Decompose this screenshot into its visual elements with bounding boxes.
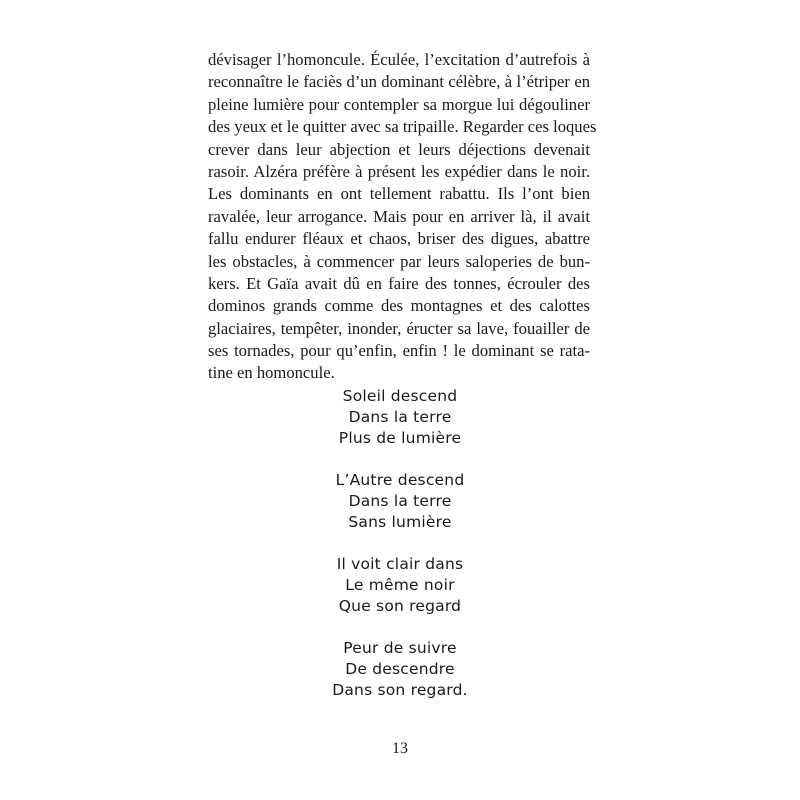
poem-line: Dans la terre	[348, 492, 452, 511]
prose-line: tine en homoncule.	[208, 363, 335, 383]
poem-line: Plus de lumière	[338, 429, 462, 448]
prose-line: dévisager l’homoncule. Éculée, l’excitation d’autrefois à	[208, 50, 590, 69]
prose-line: rasoir. Alzéra préfère à présent les expédier dans le noir.	[208, 161, 590, 181]
prose-line: ravalée, leur arrogance. Mais pour en arriver là, il avait	[208, 206, 590, 226]
page-number: 13	[392, 740, 408, 757]
poem-line: Il voit clair dans	[336, 554, 464, 573]
prose-line: ses tornades, pour qu’enfin, enfin ! le dominant se rata-	[208, 341, 590, 361]
prose-line: kers. Et Gaïa avait dû en faire des tonnes, écrouler des	[208, 273, 590, 293]
prose-line: pleine lumière pour contempler sa morgue lui dégouliner	[208, 94, 590, 114]
poem-line: Que son regard	[338, 597, 462, 616]
poem-stanza	[300, 638, 500, 702]
poem-stanza	[300, 470, 500, 534]
prose-line: fallu endurer fléaux et chaos, briser des digues, abattre	[208, 229, 590, 249]
prose-line: Les dominants en ont tellement rabattu. Ils l’ont bien	[208, 184, 590, 204]
poem-stanza	[300, 386, 500, 450]
poem-line: Soleil descend	[342, 387, 458, 405]
poem-line: Dans son regard.	[332, 681, 468, 700]
prose-line: crever dans leur abjection et leurs déjections devenait	[208, 139, 590, 159]
prose-line: glaciaires, tempêter, inonder, éructer sa lave, fouailler de	[208, 318, 590, 338]
poem	[300, 386, 500, 722]
poem-line: L’Autre descend	[335, 470, 465, 489]
prose-line: les obstacles, à commencer par leurs saloperies de bun-	[208, 251, 590, 271]
prose-line: des yeux et le quitter avec sa tripaille. Regarder ces loques	[208, 117, 597, 137]
prose-line: reconnaître le faciès d’un dominant célèbre, à l’étriper en	[208, 72, 590, 92]
poem-stanza	[300, 554, 500, 618]
poem-line: De descendre	[345, 660, 455, 679]
poem-line: Dans la terre	[348, 408, 452, 427]
prose-paragraph	[208, 49, 597, 385]
poem-line: Sans lumière	[348, 513, 452, 532]
poem-line: Le même noir	[345, 576, 455, 595]
poem-line: Peur de suivre	[343, 638, 457, 657]
prose-line: dominos grands comme des montagnes et des calottes	[208, 296, 590, 316]
